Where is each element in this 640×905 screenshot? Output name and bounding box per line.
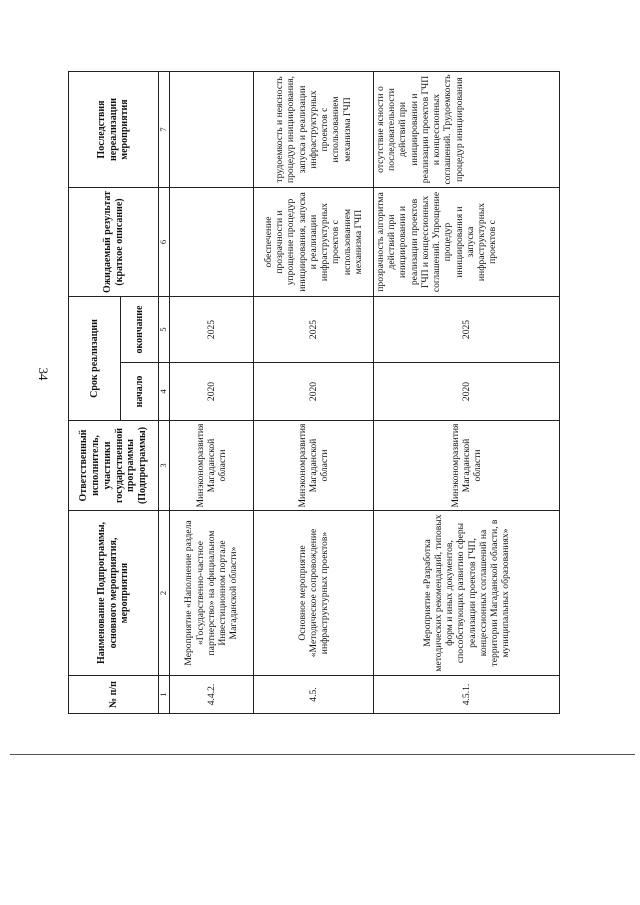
page-number: 34 — [36, 367, 51, 381]
row-start: 2020 — [374, 363, 560, 421]
table-row — [170, 72, 254, 714]
header-num: № п/п — [69, 676, 159, 714]
header-end: окончание — [121, 297, 159, 363]
row-end: 2025 — [374, 297, 560, 363]
column-number: 4 — [159, 363, 170, 421]
row-name: Мероприятие «Наполнение раздела «Государственно-частное партнерство» на официальном Инвестиционном портале Магаданской области» — [170, 511, 254, 676]
column-number-row — [159, 72, 170, 714]
header-period: Срок реализации — [69, 297, 121, 421]
row-executor: Минэкономразвития Магаданской области — [170, 421, 254, 511]
header-result: Ожидаемый результат (краткое описание) — [69, 188, 159, 297]
header-start: начало — [121, 363, 159, 421]
row-executor: Минэкономразвития Магаданской области — [374, 421, 560, 511]
row-consequences: трудоемкость и неясность процедур инициирования, запуска и реализации инфраструктурных проектов с использованием механизма ГЧП — [254, 72, 374, 188]
table-row — [374, 72, 560, 714]
row-end: 2025 — [254, 297, 374, 363]
header-executor: Ответственный исполнитель, участники государственной программы (Подпрограммы) — [69, 421, 159, 511]
row-name: Мероприятие «Разработка методических рекомендаций, типовых форм и иных документов, способствующих развитию сферы реализации проектов ГЧП, концессионных соглашений на территории Магаданской области, в муниципальных образованиях» — [374, 511, 560, 676]
column-number: 2 — [159, 511, 170, 676]
row-num: 4.5. — [254, 676, 374, 714]
row-num: 4.4.2. — [170, 676, 254, 714]
row-result — [170, 188, 254, 297]
rotated-table-container — [68, 72, 560, 714]
row-consequences — [170, 72, 254, 188]
row-start: 2020 — [254, 363, 374, 421]
header-name: Наименование Подпрограммы, основного мероприятия, мероприятия — [69, 511, 159, 676]
row-end: 2025 — [170, 297, 254, 363]
row-start: 2020 — [170, 363, 254, 421]
row-consequences: отсутствие ясности о последовательности действий при инициировании и реализации проектов ГЧП и концессионных соглашений. Трудоемкость процедур инициирования — [374, 72, 560, 188]
column-number: 6 — [159, 188, 170, 297]
column-number: 3 — [159, 421, 170, 511]
column-number: 5 — [159, 297, 170, 363]
divider-line — [10, 754, 635, 755]
row-result: прозрачность алгоритма действий при инициировании и реализации проектов ГЧП и концессионных соглашений. Упрощение процедур инициирования и запуска инфраструктурных проектов с — [374, 188, 560, 297]
row-executor: Минэкономразвития Магаданской области — [254, 421, 374, 511]
row-name: Основное мероприятие «Методическое сопровождение инфраструктурных проектов» — [254, 511, 374, 676]
row-num: 4.5.1. — [374, 676, 560, 714]
header-consequences: Последствия нереализации мероприятия — [69, 72, 159, 188]
table-row — [254, 72, 374, 714]
column-number: 7 — [159, 72, 170, 188]
program-table — [68, 71, 560, 714]
row-result: обеспечение прозрачности и упрощение процедур инициирования, запуска и реализации инфраструктурных проектов с использованием механизма ГЧП — [254, 188, 374, 297]
column-number: 1 — [159, 676, 170, 714]
